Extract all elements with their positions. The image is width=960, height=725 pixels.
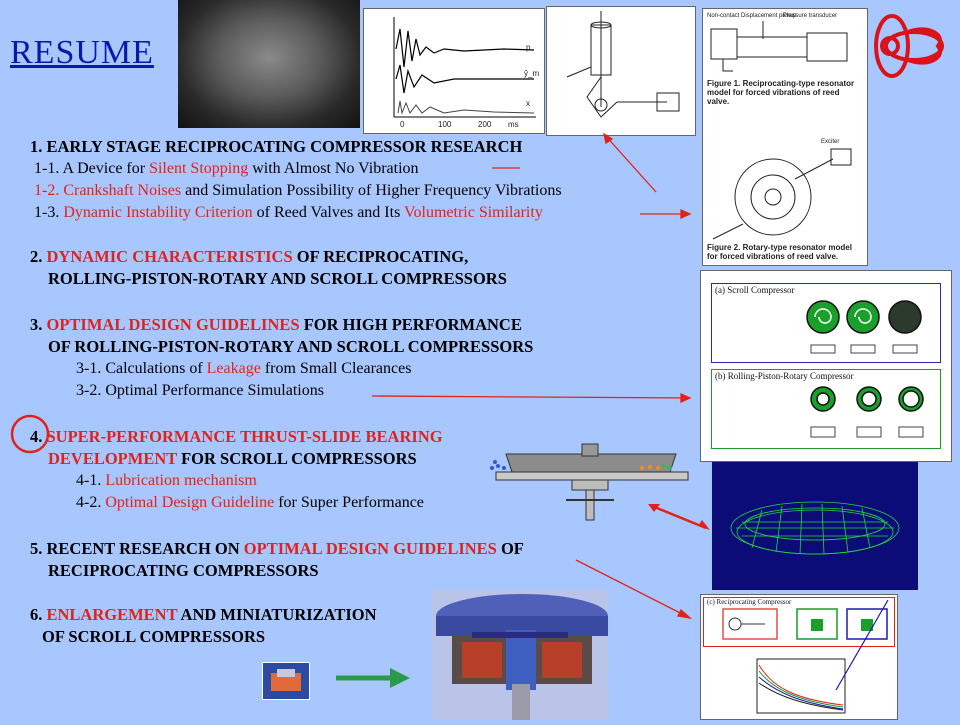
section-4-item-1: 4-1. Lubrication mechanism bbox=[76, 472, 257, 489]
resonator-label-transducer: Pressure transducer bbox=[783, 13, 838, 19]
section-1-item-3: 1-3. Dynamic Instability Criterion of Reed Valves and Its Volumetric Similarity bbox=[34, 204, 543, 221]
section-1-item-2: 1-2. Crankshaft Noises and Simulation Possibility of Higher Frequency Vibrations bbox=[34, 182, 562, 199]
section-4-heading-line-2: DEVELOPMENT FOR SCROLL COMPRESSORS bbox=[48, 449, 417, 468]
section-5-heading-line-2: RECIPROCATING COMPRESSORS bbox=[48, 561, 319, 580]
page-title: RESUME bbox=[10, 34, 154, 71]
section-3-item-2: 3-2. Optimal Performance Simulations bbox=[76, 382, 324, 399]
resonator-caption-1: Figure 1. Reciprocating-type resonator model for forced vibrations of reed valve. bbox=[707, 79, 855, 106]
section-3-heading: 3. OPTIMAL DESIGN GUIDELINES FOR HIGH PERFORMANCE bbox=[30, 315, 522, 334]
section-6-heading-line-2: OF SCROLL COMPRESSORS bbox=[42, 627, 266, 646]
section-4-heading: 4. SUPER-PERFORMANCE THRUST-SLIDE BEARING bbox=[30, 427, 443, 446]
resonator-label-pickup: Non-contact Displacement pickup bbox=[707, 13, 797, 19]
waveform-tick-0: 0 bbox=[400, 120, 405, 129]
section-3-heading-line-2: OF ROLLING-PISTON-ROTARY AND SCROLL COMPRESSORS bbox=[48, 337, 534, 356]
section-3-item-1: 3-1. Calculations of Leakage from Small Clearances bbox=[76, 360, 412, 377]
section-4-item-2: 4-2. Optimal Design Guideline for Super Performance bbox=[76, 494, 424, 511]
waveform-tick-100: 100 bbox=[438, 120, 452, 129]
waveform-label-p: p bbox=[526, 43, 531, 52]
section-5-heading: 5. RECENT RESEARCH ON OPTIMAL DESIGN GUIDELINES OF bbox=[30, 539, 524, 558]
resonator-caption-2: Figure 2. Rotary-type resonator model for forced vibrations of reed valve. bbox=[707, 243, 852, 261]
section-6-heading: 6. ENLARGEMENT AND MINIATURIZATION bbox=[30, 605, 377, 624]
waveform-label-x: x bbox=[526, 99, 530, 108]
section-2-heading: 2. DYNAMIC CHARACTERISTICS OF RECIPROCATING, bbox=[30, 247, 469, 266]
waveform-tick-200: 200 bbox=[478, 120, 492, 129]
scroll-box-label: (a) Scroll Compressor bbox=[715, 285, 795, 295]
resonator-label-exciter: Exciter bbox=[821, 139, 840, 145]
waveform-label-y: ŷ_m bbox=[524, 69, 540, 78]
section-1-item-1: 1-1. A Device for Silent Stopping with Almost No Vibration bbox=[34, 160, 419, 177]
rolling-box-label: (b) Rolling-Piston-Rotary Compressor bbox=[715, 371, 854, 381]
section-1-heading: 1. EARLY STAGE RECIPROCATING COMPRESSOR RESEARCH bbox=[30, 137, 523, 156]
recip-box-label: (c) Reciprocating Compressor bbox=[707, 598, 792, 606]
section-2-heading-line-2: ROLLING-PISTON-ROTARY AND SCROLL COMPRESSORS bbox=[48, 269, 507, 288]
waveform-time-unit: ms bbox=[508, 120, 519, 129]
